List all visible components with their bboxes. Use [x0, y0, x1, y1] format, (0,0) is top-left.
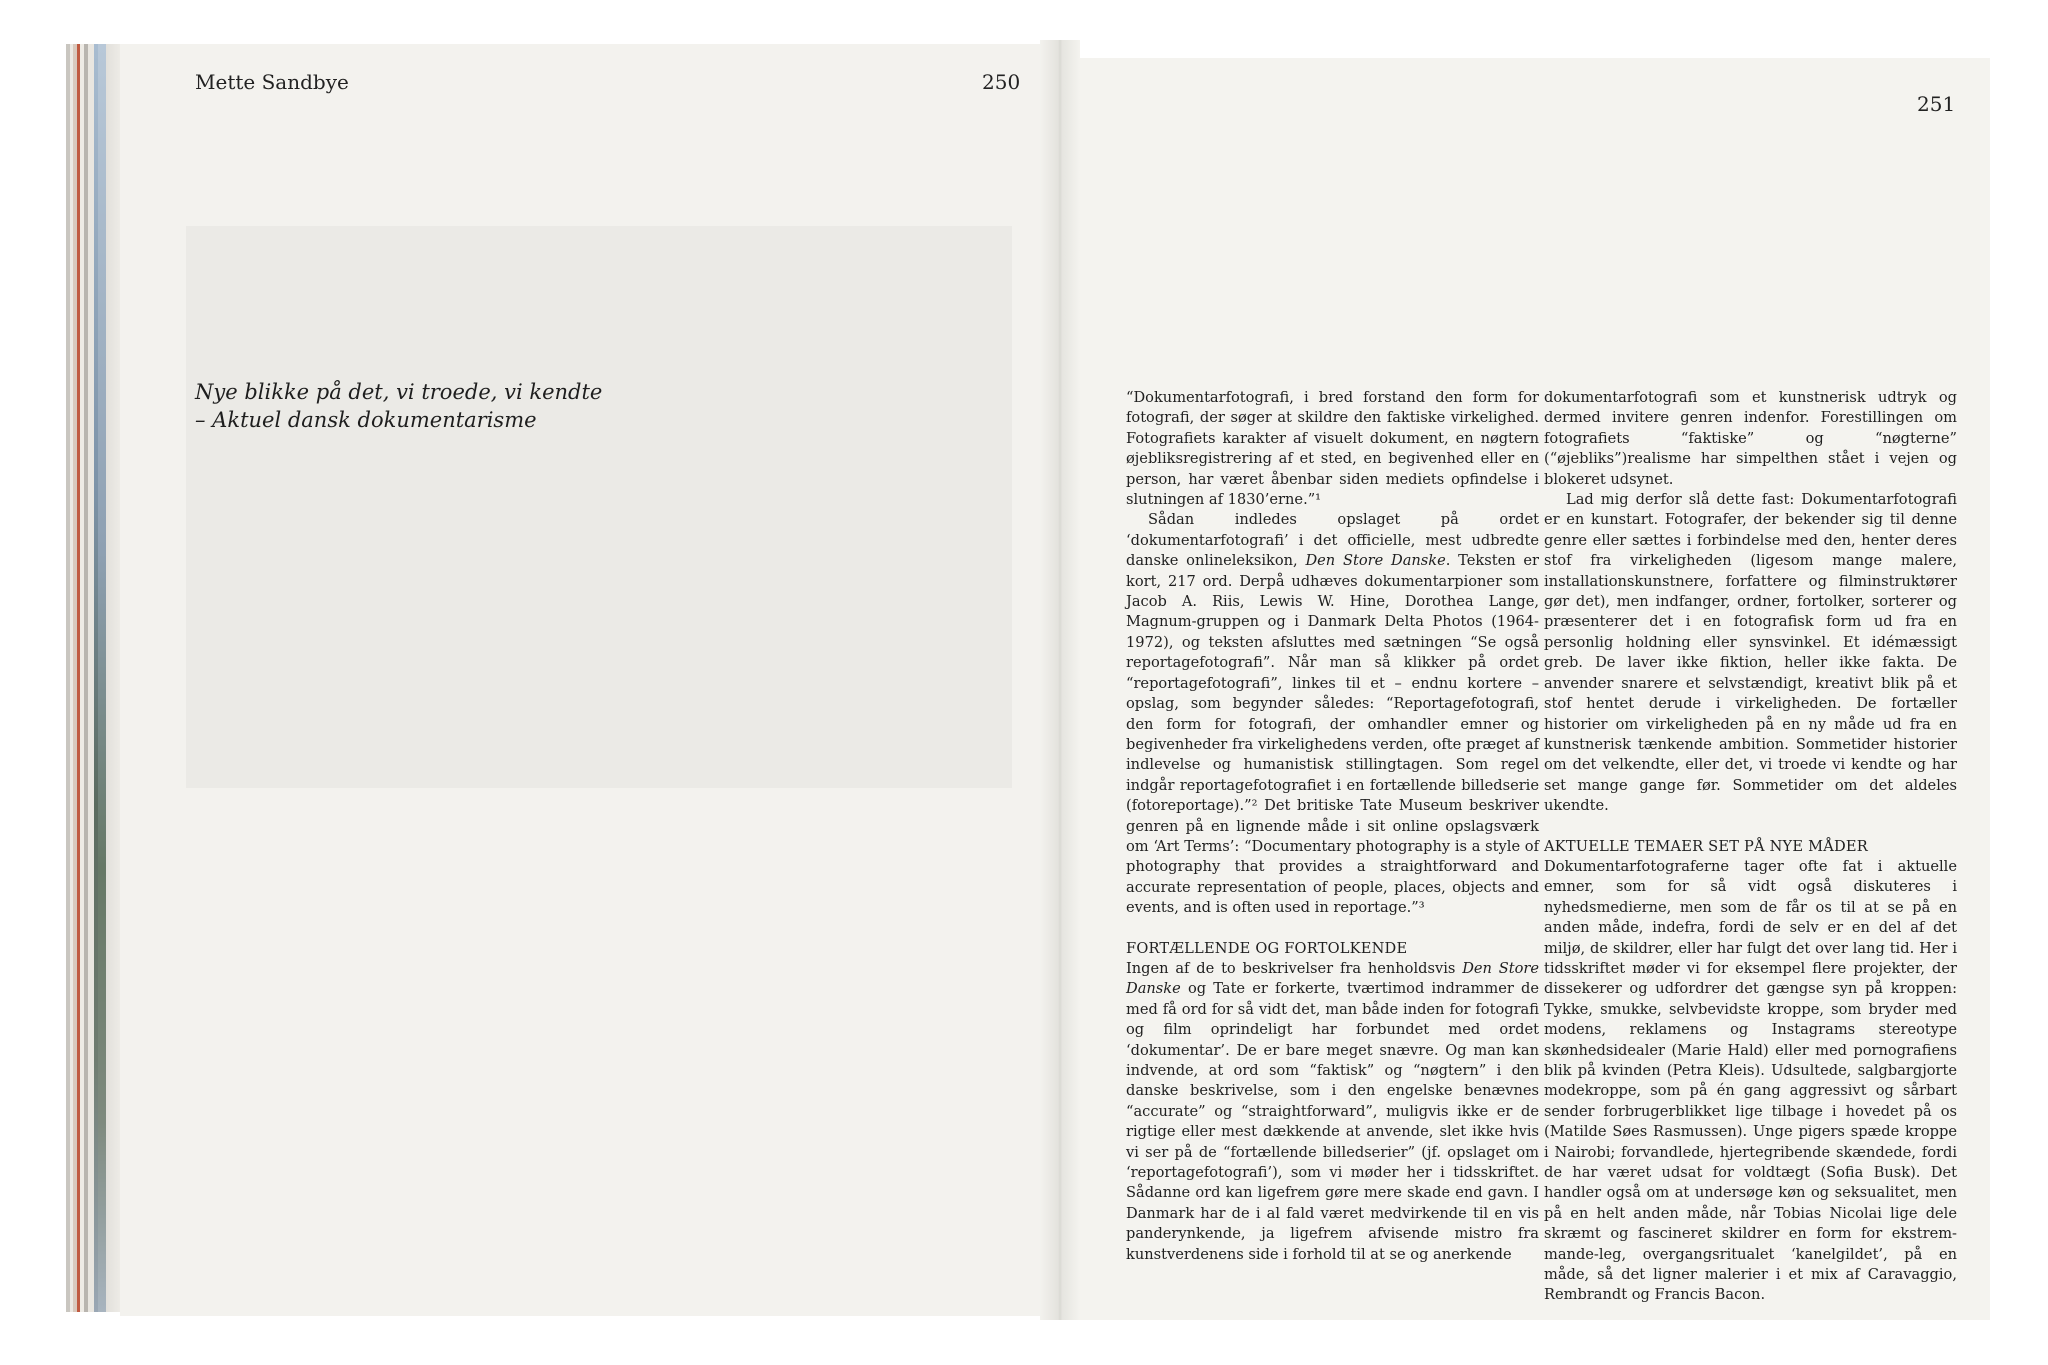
author-name: Mette Sandbye: [195, 70, 349, 94]
image-placeholder: [186, 226, 1012, 788]
paragraph: Sådan indledes opslaget på ordet ‘dokumentarfotografi’ i det officielle, mest udbredte danske onlineleksikon, Den Store Danske. Teksten er kort, 217 ord. Derpå udhæves dokumentarpioner som Jacob A. Riis, Lewis W. Hine, Dorothea Lange, Magnum-gruppen og i Danmark Delta Photos (1964-1972), og teksten afsluttes med sætningen “Se også reportagefotografi”. Når man så klikker på ordet “reportagefotografi”, linkes til et – endnu kortere – opslag, som begynder således: “Reportagefotografi, den form for fotografi, der omhandler emner og begivenheder fra virkelighedens verden, ofte præget af indlevelse og humanistisk stillingtagen. Som regel indgår reportagefotografiet i en fortællende billedserie (fotoreportage).”² Det britiske Tate Museum beskriver genren på en lignende måde i sit online opslagsværk om ‘Art Terms’: “Documentary photography is a style of photography that provides a straightforward and accurate representation of people, places, objects and events, and is often used in reportage.”³: [1126, 511, 1540, 917]
paragraph: dokumentarfotografi som et kunstnerisk udtryk og dermed invitere genren indenfor. Forestillingen om fotografiets “faktiske” og “nøgterne” (“øjebliks”)realisme har simpelthen stået i vejen og blokeret udsynet.: [1544, 389, 1957, 488]
article-title: [195, 378, 755, 434]
page-edges: [66, 44, 122, 1312]
text-column-2: [1544, 388, 1957, 1306]
section-heading: FORTÆLLENDE OG FORTOLKENDE: [1126, 939, 1408, 957]
title-line-1: Nye blikke på det, vi troede, vi kendte: [195, 380, 603, 404]
text-column-1: [1126, 388, 1539, 1265]
paragraph: Lad mig derfor slå dette fast: Dokumentarfotografi er en kunstart. Fotografer, der bekender sig til denne genre eller sættes i forbindelse med den, henter deres stof fra virkeligheden (ligesom mange malere, installationskunstnere, forfattere og filminstruktører gør det), men indfanger, ordner, fortolker, sorterer og præsenterer det i en fotografisk form ud fra en personlig holdning eller synsvinkel. Et idémæssigt greb. De laver ikke fiktion, heller ikke fakta. De anvender snarere et selvstændigt, kreativt blik på et stof hentet derude i virkeligheden. De fortæller historier om virkeligheden på en ny måde ud fra en kunstnerisk tænkende ambition. Sommetider historier om det velkendte, eller det, vi troede vi kendte og har set mange gange før. Sommetider om det aldeles ukendte.: [1544, 491, 1957, 815]
paragraph: “Dokumentarfotografi, i bred forstand den form for fotografi, der søger at skildre den faktiske virkelighed. Fotografiets karakter af visuelt dokument, en nøgtern øjebliksregistrering af et sted, en begivenhed eller en person, har været åbenbar siden mediets opfindelse i slutningen af 1830’erne.”¹: [1126, 389, 1539, 509]
page-number-right: 251: [1917, 92, 1956, 116]
paragraph: Ingen af de to beskrivelser fra henholdsvis Den Store Danske og Tate er forkerte, tværtimod indrammer de med få ord for så vidt det, man både inden for fotografi og film oprindeligt har forbundet med ordet ‘dokumentar’. De er bare meget snævre. Og man kan indvende, at ord som “faktisk” og “nøgtern” i den danske beskrivelse, som i den engelske benævnes “accurate” og “straightforward”, muligvis ikke er de rigtige eller mest dækkende at anvende, slet ikke hvis vi ser på de “fortællende billedserier” (jf. opslaget om ‘reportagefotografi’), som vi møder her i tidsskriftet. Sådanne ord kan ligefrem gøre mere skade end gavn. I Danmark har de i al fald været medvirkende til en vis panderynkende, ja ligefrem afvisende mistro fra kunstverdenens side i forhold til at se og anerkende: [1126, 959, 1539, 1263]
book-gutter: [1040, 40, 1080, 1320]
page-number-left: 250: [982, 70, 1021, 94]
title-line-2: – Aktuel dansk dokumentarisme: [195, 408, 537, 432]
paragraph: Dokumentarfotograferne tager ofte fat i aktuelle emner, som for så vidt også diskuteres i nyhedsmedierne, men som de får os til at se på en anden måde, indefra, fordi de selv er en del af det miljø, de skildrer, eller har fulgt det over lang tid. Her i tidsskriftet møder vi for eksempel flere projekter, der dissekerer og udfordrer det gængse syn på kroppen: Tykke, smukke, selvbevidste kroppe, som bryder med modens, reklamens og Instagrams stereotype skønhedsidealer (Marie Hald) eller med pornografiens blik på kvinden (Petra Kleis). Udsultede, salgbargjorte modekroppe, som på én gang aggressivt og sårbart sender forbrugerblikket lige tilbage i hovedet på os (Matilde Søes Rasmussen). Unge pigers spæde kroppe i Nairobi; forvandlede, hjertegribende skændede, fordi de har været udsat for voldtægt (Sofia Busk). Det handler også om at undersøge køn og seksualitet, men på en helt anden måde, når Tobias Nicolai lige dele skræmt og fascineret skildrer en form for ekstrem-mande-leg, overgangsritualet ‘kanelgildet’, på en måde, så det ligner malerier i et mix af Caravaggio, Rembrandt og Francis Bacon.: [1544, 857, 1957, 1304]
section-heading: AKTUELLE TEMAER SET PÅ NYE MÅDER: [1544, 837, 1868, 855]
